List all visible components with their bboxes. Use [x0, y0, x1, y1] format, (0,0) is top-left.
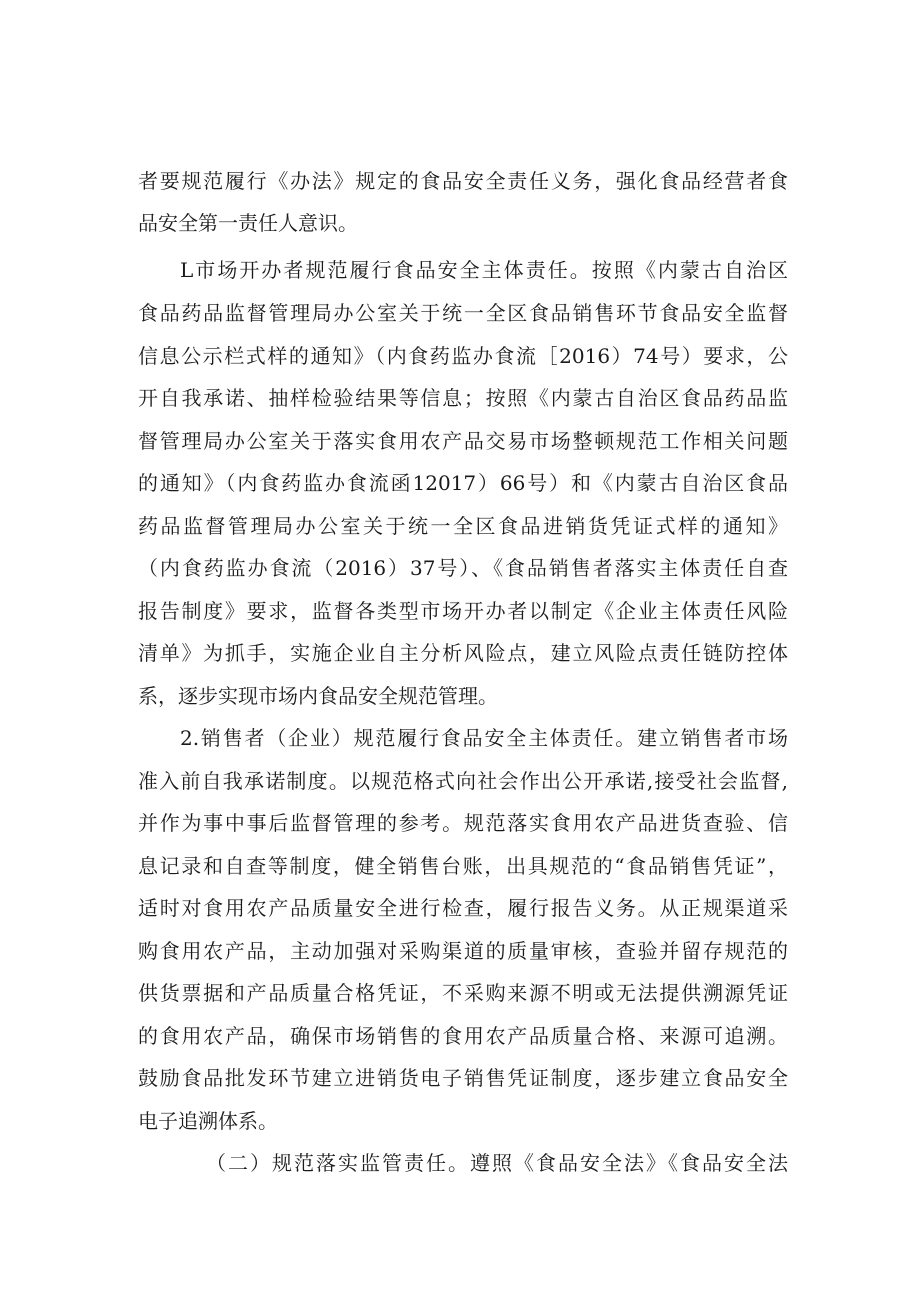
text-line: 食品药品监督管理局办公室关于统一全区食品销售环节食品安全监督 — [138, 301, 788, 325]
text-line: 报告制度》要求，监督各类型市场开办者以制定《企业主体责任风险 — [138, 599, 788, 623]
text-line: 适时对食用农产品质量安全进行检查，履行报告义务。从正规渠道采 — [138, 896, 788, 920]
text-line: 系，逐步实现市场内食品安全规范管理。 — [138, 684, 498, 708]
text-line: 购食用农产品，主动加强对采购渠道的质量审核，查验并留存规范的 — [138, 939, 788, 963]
text-line: L市场开办者规范履行食品安全主体责任。按照《内蒙古自治区 — [180, 258, 788, 282]
text-line: 2.销售者（企业）规范履行食品安全主体责任。建立销售者市场 — [180, 726, 788, 750]
text-line: 的通知》（内食药监办食流函12017）66号）和《内蒙古自治区食品 — [138, 471, 788, 495]
text-line: 清单》为抓手，实施企业自主分析风险点，建立风险点责任链防控体 — [138, 641, 788, 665]
text-line: 者要规范履行《办法》规定的食品安全责任义务，强化食品经营者食 — [138, 169, 788, 193]
text-line: 电子追溯体系。 — [138, 1109, 278, 1133]
text-line: 息记录和自查等制度，健全销售台账，出具规范的“食品销售凭证”， — [138, 854, 788, 878]
text-line: 供货票据和产品质量合格凭证，不采购来源不明或无法提供溯源凭证 — [138, 981, 788, 1005]
text-line: 信息公示栏式样的通知》（内食药监办食流［2016）74号）要求，公 — [138, 344, 788, 368]
text-line: 的食用农产品，确保市场销售的食用农产品质量合格、来源可追溯。 — [138, 1024, 788, 1048]
text-line: 开自我承诺、抽样检验结果等信息；按照《内蒙古自治区食品药品监 — [138, 386, 788, 410]
text-line: 并作为事中事后监督管理的参考。规范落实食用农产品进货查验、信 — [138, 811, 788, 835]
text-line: 准入前自我承诺制度。以规范格式向社会作出公开承诺,接受社会监督, — [138, 769, 788, 793]
text-line: （内食药监办食流（2016）37号）、《食品销售者落实主体责任自查 — [138, 556, 788, 580]
text-line: 鼓励食品批发环节建立进销货电子销售凭证制度，逐步建立食品安全 — [138, 1066, 788, 1090]
text-line: （二）规范落实监管责任。遵照《食品安全法》《食品安全法 — [206, 1151, 788, 1175]
text-line: 品安全第一责任人意识。 — [138, 211, 358, 235]
text-line: 督管理局办公室关于落实食用农产品交易市场整顿规范工作相关问题 — [138, 429, 788, 453]
text-line: 药品监督管理局办公室关于统一全区食品进销货凭证式样的通知》 — [138, 514, 788, 538]
